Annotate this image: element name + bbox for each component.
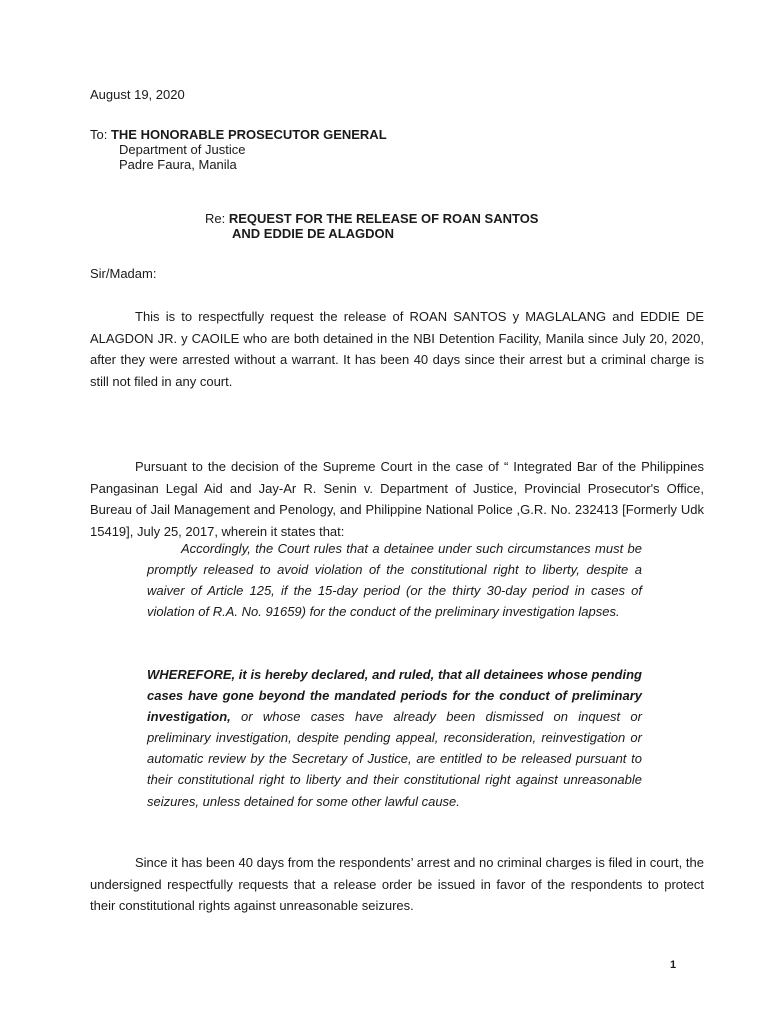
quoted-passage-2	[147, 664, 642, 812]
subject-block	[205, 211, 538, 241]
re-label: Re:	[205, 211, 226, 226]
body-paragraph-1: This is to respectfully request the release of ROAN SANTOS y MAGLALANG and EDDIE DE ALAGDON JR. y CAOILE who are both detained in the NBI Detention Facility, Manila since July 20, 2020, after they were arrested without a warrant. It has been 40 days since their arrest but a criminal charge is still not filed in any court.	[90, 309, 704, 389]
addressee-block	[90, 127, 387, 172]
body-paragraph-2: Pursuant to the decision of the Supreme Court in the case of “ Integrated Bar of the Philippines Pangasinan Legal Aid and Jay-Ar R. Senin v. Department of Justice, Provincial Prosecutor's Office, Bureau of Jail Management and Penology, and Philippine National Police ,G.R. No. 232413 [Formerly Udk 15419], July 25, 2017, wherein it states that:	[90, 459, 704, 539]
page-number: 1	[670, 959, 677, 971]
letter-date: August 19, 2020	[90, 87, 185, 102]
address-line-2: Padre Faura, Manila	[119, 157, 237, 172]
to-label: To:	[90, 127, 108, 142]
salutation: Sir/Madam:	[90, 266, 157, 281]
quoted-passage-2-bold: WHEREFORE, it is hereby declared, and ruled, that all detainees whose pending cases have gone beyond the mandated periods for the conduct of preliminary investigation,	[147, 667, 642, 725]
addressee-name: THE HONORABLE PROSECUTOR GENERAL	[110, 127, 387, 142]
quoted-passage-2-rest: or whose cases have already been dismissed on inquest or preliminary investigation, despite pending appeal, reconsideration, reinvestigation or automatic review by the Secretary of Justice, are entitled to be released pursuant to their constitutional right to liberty and their constitutional right against unreasonable seizures, unless detained for some other lawful cause.	[147, 709, 642, 809]
body-paragraph-3: Since it has been 40 days from the respondents’ arrest and no criminal charges is filed in court, the undersigned respectfully requests that a release order be issued in favor of the respondents to protect their constitutional rights against unreasonable seizures.	[90, 855, 704, 914]
subject-line-1: REQUEST FOR THE RELEASE OF ROAN SANTOS	[228, 211, 539, 226]
address-line-1: Department of Justice	[119, 142, 246, 157]
quoted-passage-1: Accordingly, the Court rules that a detainee under such circumstances must be promptly released to avoid violation of the constitutional right to liberty, despite a waiver of Article 125, if the 15-day period (or the thirty 30-day period in cases of violation of R.A. No. 91659) for the conduct of the preliminary investigation lapses.	[147, 541, 642, 620]
subject-line-2: AND EDDIE DE ALAGDON	[232, 226, 395, 241]
